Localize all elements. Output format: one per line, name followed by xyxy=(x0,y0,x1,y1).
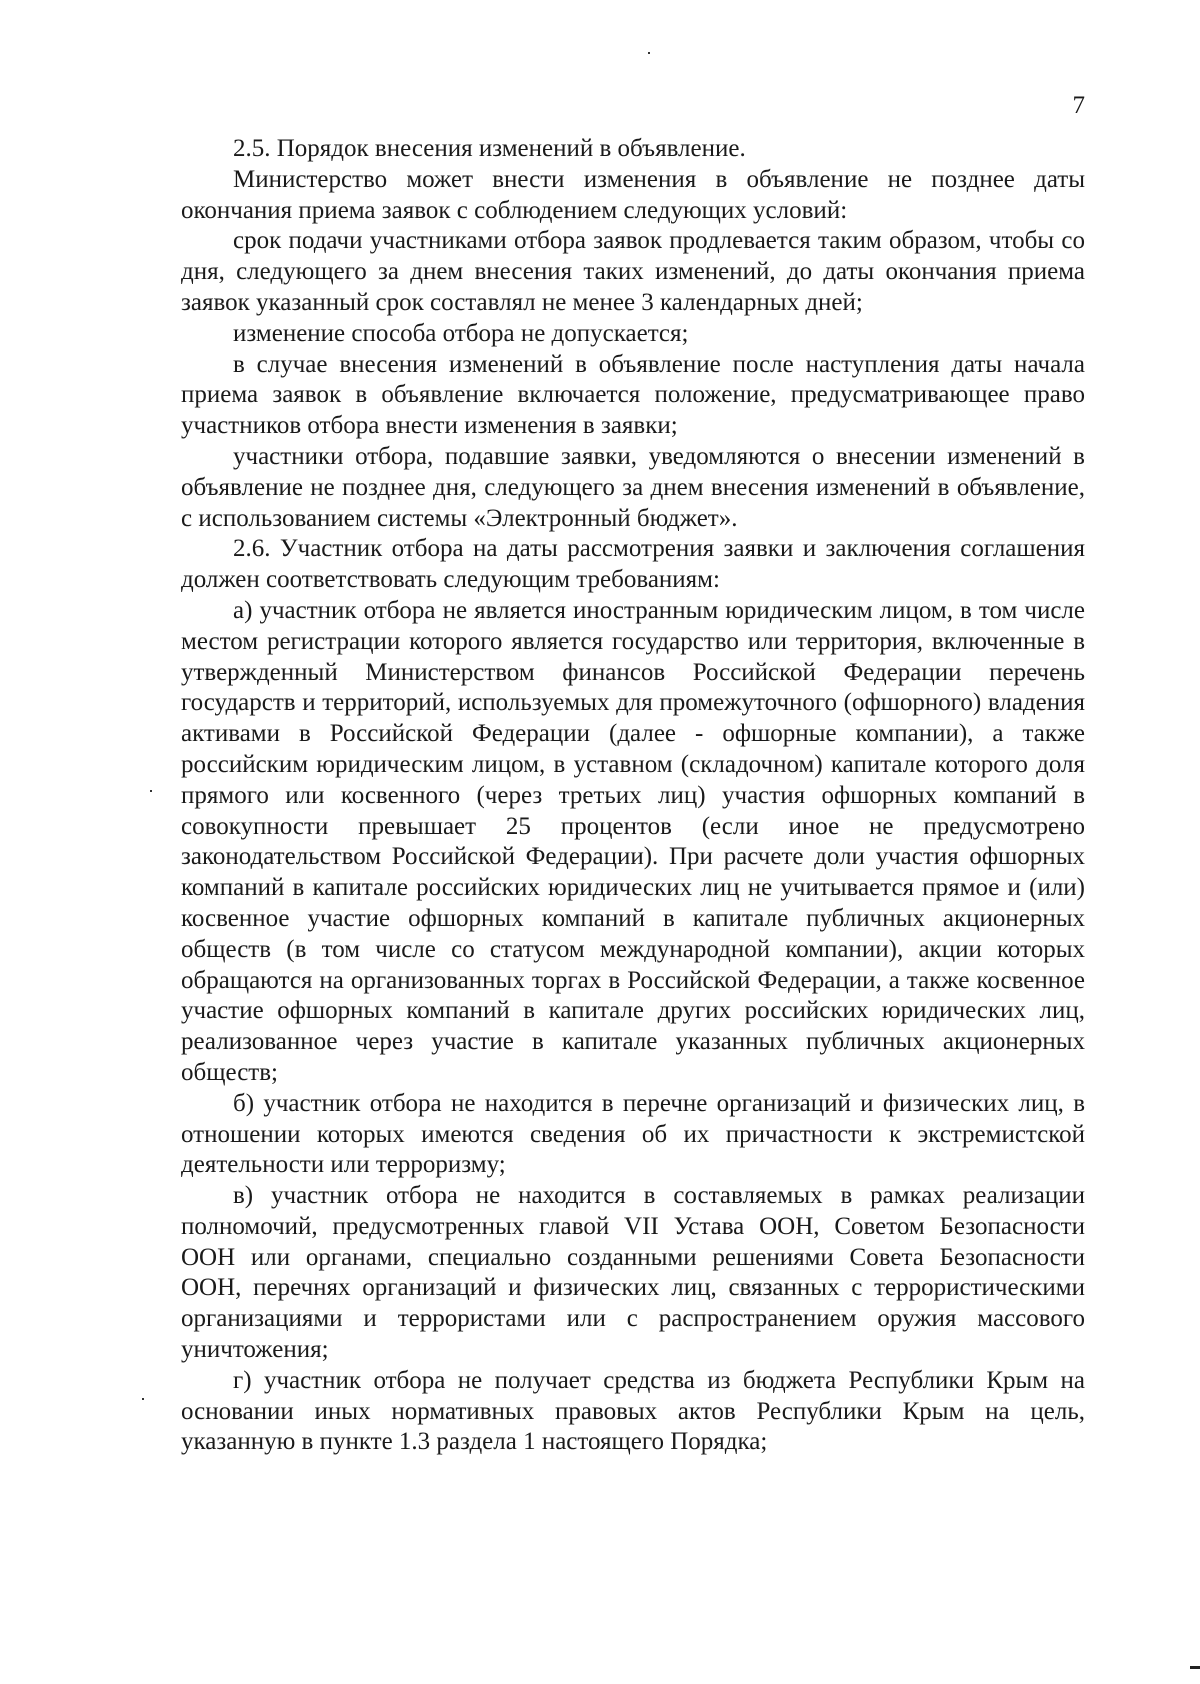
requirement-b: б) участник отбора не находится в перечне организаций и физических лиц, в отношении которых имеются сведения об их причастности к экстремистской деятельности или терроризму; xyxy=(181,1089,1085,1179)
page-number: 7 xyxy=(1072,92,1085,119)
scan-speck-left-1 xyxy=(150,790,152,792)
scan-edge-mark xyxy=(1190,1666,1200,1669)
requirement-v: в) участник отбора не находится в составляемых в рамках реализации полномочий, предусмотренных главой VII Устава ООН, Советом Безопасности ООН или органами, специально созданными решениями Совета Безопасности ООН, перечнях организаций и физических лиц, связанных с террористическими организациями и террористами или с распространением оружия массового уничтожения; xyxy=(181,1182,1085,1364)
scan-speck-top xyxy=(648,52,650,54)
requirement-a: а) участник отбора не является иностранным юридическим лицом, в том числе местом регистрации которого является государство или территория, включенные в утвержденный Министерством финансов Российской Федерации перечень государств и территорий, используемых для промежуточного (офшорного) владения активами в Российской Федерации (далее - офшорные компании), а также российским юридическим лицом, в уставном (складочном) капитале которого доля прямого или косвенного (через третьих лиц) участия офшорных компаний в совокупности превышает 25 процентов (если иное не предусмотрено законодательством Российской Федерации). При расчете доли участия офшорных компаний в капитале российских юридических лиц не учитывается прямое и (или) косвенное участие офшорных компаний в капитале публичных акционерных обществ (в том числе со статусом международной компании), акции которых обращаются на организованных торгах в Российской Федерации, а также косвенное участие офшорных компаний в капитале других российских юридических лиц, реализованное через участие в капитале указанных публичных акционерных обществ; xyxy=(181,596,1085,1086)
section-2-5-heading: 2.5. Порядок внесения изменений в объявление. xyxy=(233,135,746,162)
requirement-g: г) участник отбора не получает средства из бюджета Республики Крым на основании иных нормативных правовых актов Республики Крым на цель, указанную в пункте 1.3 раздела 1 настоящего Порядка; xyxy=(181,1366,1085,1456)
paragraph-ministry-changes: Министерство может внести изменения в объявление не позднее даты окончания приема заявок с соблюдением следующих условий: xyxy=(181,165,1085,224)
document-body xyxy=(181,134,1085,1458)
paragraph-after-start: в случае внесения изменений в объявление после наступления даты начала приема заявок в объявление включается положение, предусматривающее право участников отбора внести изменения в заявки; xyxy=(181,350,1085,440)
paragraph-deadline-extension: срок подачи участниками отбора заявок продлевается таким образом, чтобы со дня, следующего за днем внесения таких изменений, до даты окончания приема заявок указанный срок составлял не менее 3 календарных дней; xyxy=(181,227,1085,316)
scan-speck-left-2 xyxy=(142,1398,144,1400)
paragraph-method-change: изменение способа отбора не допускается; xyxy=(233,319,689,347)
paragraph-notification: участники отбора, подавшие заявки, уведомляются о внесении изменений в объявление не позднее дня, следующего за днем внесения изменений в объявление, с использованием системы «Электронный бюджет». xyxy=(181,442,1085,532)
section-2-6-heading: 2.6. Участник отбора на даты рассмотрения заявки и заключения соглашения должен соответствовать следующим требованиям: xyxy=(181,535,1085,594)
